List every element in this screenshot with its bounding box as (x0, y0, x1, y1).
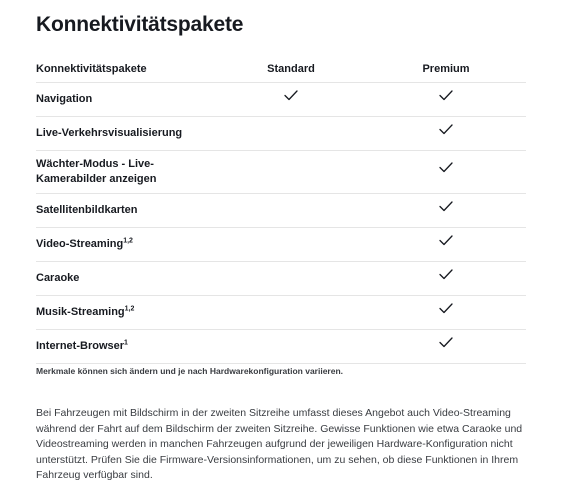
table-row (36, 228, 526, 262)
standard-cell (216, 93, 366, 107)
table-row (36, 151, 526, 194)
footnote-ref: 1,2 (123, 237, 133, 245)
check-icon (439, 162, 453, 173)
header-feature: Konnektivitätspakete (36, 62, 147, 75)
premium-cell (366, 340, 526, 354)
feature-label: Live-Verkehrsvisualisierung (36, 127, 183, 139)
premium-cell (366, 306, 526, 320)
header-premium: Premium (422, 63, 470, 75)
check-icon (439, 235, 453, 246)
table-row (36, 117, 526, 151)
feature-label: Wächter-Modus - Live-Kamerabilder anzeigen (36, 158, 157, 185)
feature-label: Navigation (36, 93, 93, 105)
table-row (36, 262, 526, 296)
footnote: Merkmale können sich ändern und je nach Hardwarekonfiguration variieren. (36, 366, 344, 376)
description-text: Bei Fahrzeugen mit Bildschirm in der zweiten Sitzreihe umfasst dieses Angebot auch Video-Streaming während der Fahrt auf dem Bildschirm der zweiten Sitzreihe. Gewisse Funktionen wie etwa Caraoke und Videostreaming werden in manchen Fahrzeugen aufgrund der jeweiligen Hardware-Konfiguration nicht unterstützt. Prüfen Sie die Firmware-Versionsinformationen, um zu sehen, ob diese Funktionen in Ihrem Fahrzeug verfügbar sind. (36, 407, 523, 481)
check-icon (439, 124, 453, 135)
table-row (36, 296, 526, 330)
check-icon (439, 303, 453, 314)
feature-label: Internet-Browser$^1$ (36, 339, 128, 352)
premium-cell (366, 165, 526, 179)
premium-cell (366, 204, 526, 218)
feature-label: Caraoke (36, 272, 80, 284)
feature-label: Video-Streaming$^{1,2}$ (36, 237, 133, 250)
premium-cell (366, 93, 526, 107)
footnote-ref: 1 (124, 339, 128, 347)
premium-cell (366, 272, 526, 286)
check-icon (439, 337, 453, 348)
feature-table (36, 56, 526, 364)
page-title: Konnektivitätspakete (36, 13, 244, 36)
check-icon (439, 201, 453, 212)
premium-cell (366, 238, 526, 252)
table-row (36, 194, 526, 228)
check-icon (439, 269, 453, 280)
premium-cell (366, 127, 526, 141)
table-row (36, 83, 526, 117)
check-icon (284, 90, 298, 101)
feature-label: Musik-Streaming$^{1,2}$ (36, 305, 135, 318)
header-standard: Standard (267, 63, 315, 75)
table-header (36, 56, 526, 83)
table-row (36, 330, 526, 364)
feature-label: Satellitenbildkarten (36, 204, 138, 216)
footnote-ref: 1,2 (124, 305, 135, 313)
check-icon (439, 90, 453, 101)
